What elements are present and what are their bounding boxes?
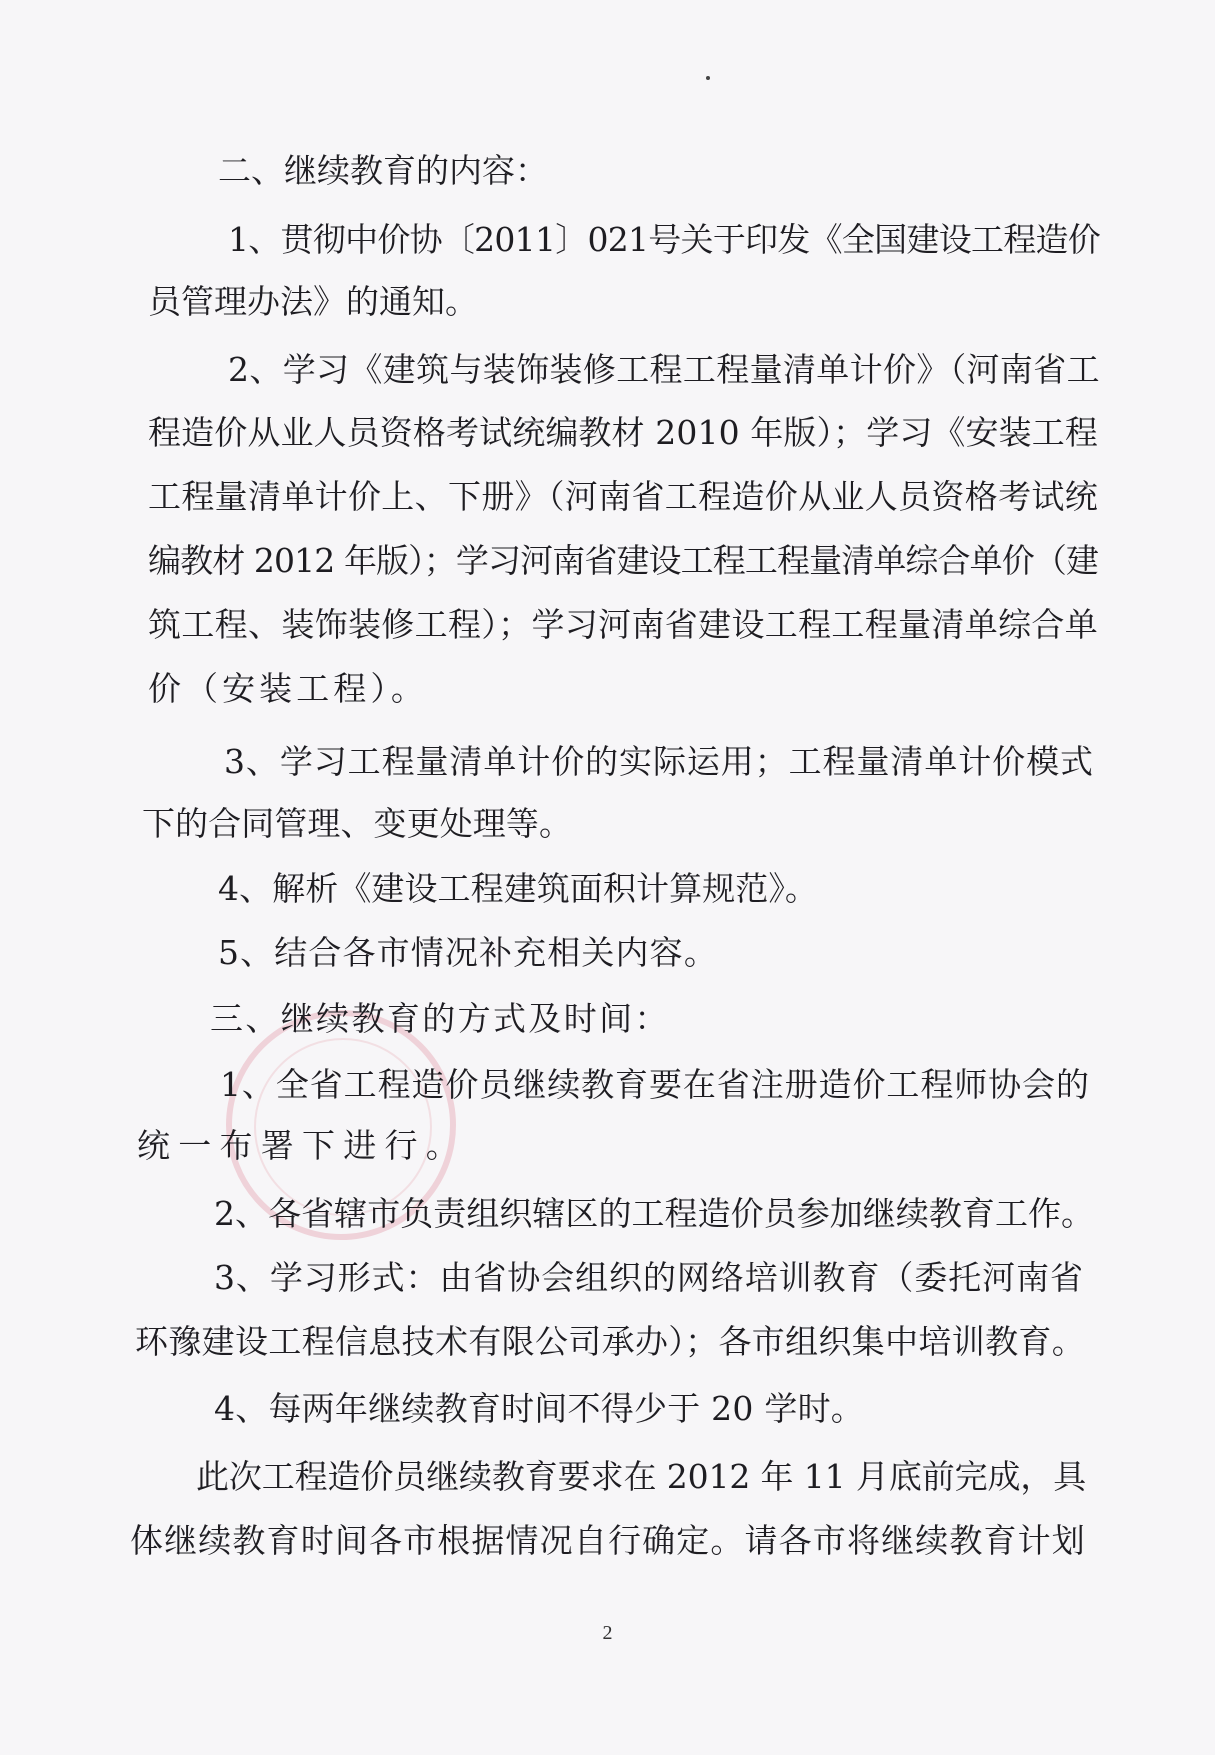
paragraph-line: 价（安装工程）。	[148, 669, 428, 708]
paragraph-line: 4、解析《建设工程建筑面积计算规范》。	[218, 869, 819, 908]
paragraph-line: 工程量清单计价上、下册》（河南省工程造价从业人员资格考试统	[148, 477, 1099, 516]
paragraph-line: 4、每两年继续教育时间不得少于 20 学时。	[214, 1389, 865, 1428]
paragraph-line: 员管理办法》的通知。	[148, 282, 478, 321]
page-number: 2	[602, 1622, 613, 1644]
paragraph-line: 筑工程、装饰装修工程）；学习河南省建设工程工程量清单综合单	[148, 605, 1099, 644]
scan-speck	[706, 76, 710, 80]
paragraph-line: 编教材 2012 年版）；学习河南省建设工程工程量清单综合单价（建	[148, 541, 1099, 580]
paragraph-line: 体继续教育时间各市根据情况自行确定。请各市将继续教育计划	[130, 1521, 1086, 1560]
paragraph-line: 此次工程造价员继续教育要求在 2012 年 11 月底前完成，具	[196, 1457, 1087, 1496]
paragraph-line: 环豫建设工程信息技术有限公司承办）；各市组织集中培训教育。	[135, 1322, 1086, 1361]
paragraph-line: 1、全省工程造价员继续教育要在省注册造价工程师协会的	[220, 1065, 1090, 1104]
paragraph-line: 3、学习形式：由省协会组织的网络培训教育（委托河南省	[214, 1258, 1084, 1297]
paragraph-line: 程造价从业人员资格考试统编教材 2010 年版）；学习《安装工程	[148, 413, 1098, 452]
paragraph-line: 5、结合各市情况补充相关内容。	[218, 933, 718, 972]
paragraph-line: 2、学习《建筑与装饰装修工程工程量清单计价》（河南省工	[228, 350, 1100, 389]
paragraph-line: 2、各省辖市负责组织辖区的工程造价员参加继续教育工作。	[214, 1194, 1095, 1233]
paragraph-line: 统一布署下进行。	[137, 1126, 467, 1165]
paragraph-line: 下的合同管理、变更处理等。	[142, 804, 573, 843]
paragraph-line: 1、贯彻中价协〔2011〕021号关于印发《全国建设工程造价	[228, 220, 1101, 259]
section-heading-method-time: 三、继续教育的方式及时间：	[210, 999, 670, 1038]
section-heading-content: 二、继续教育的内容：	[218, 151, 548, 190]
paragraph-line: 3、学习工程量清单计价的实际运用；工程量清单计价模式	[224, 742, 1094, 781]
